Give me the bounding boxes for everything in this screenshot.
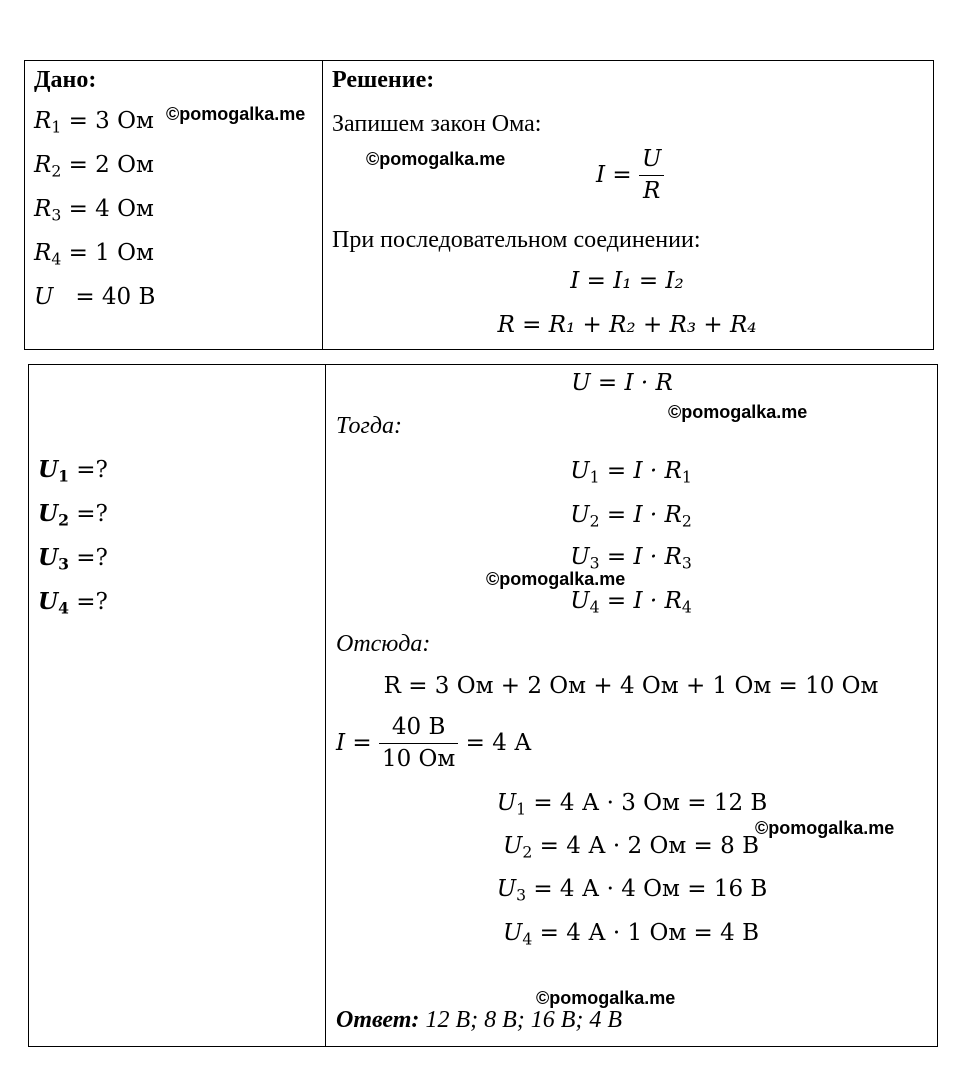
find-u3-symbol: U [38,544,59,571]
find-u2-question: =? [68,501,108,527]
u3-formula-rindex: 3 [681,553,692,573]
find-u1 [38,456,108,486]
current-numerator: 40 В [379,716,458,744]
ohm-denominator: R [643,178,661,204]
solution-table-divider [325,364,326,1047]
voltage-formula: U = I · R [571,370,673,396]
find-u3-index: 3 [58,554,69,574]
given-u-symbol: U [34,284,54,310]
ohm-intro: Запишем закон Ома: [332,111,542,137]
current-denominator: 10 Ом [381,746,456,772]
u1-formula-rhs: = I · R [599,458,682,484]
then-label: Тогда: [336,413,402,439]
watermark-4: ©pomogalka.me [486,569,626,589]
ohm-fraction [639,148,664,203]
u2-result-value: = 4 А · 2 Ом = 8 В [532,833,759,859]
current-lhs: I = [336,730,372,756]
resistance-sum: R = R₁ + R₂ + R₃ + R₄ [497,312,757,338]
given-r3-index: 3 [51,205,62,225]
solution-table [28,364,938,1047]
u4-formula-rindex: 4 [681,597,692,617]
u4-result-symbol: U [503,920,523,946]
u4-result [503,920,759,949]
u2-formula [570,502,692,531]
answer-label: Ответ: [336,1007,420,1033]
find-u4 [38,588,108,618]
u2-formula-index: 2 [589,511,600,531]
given-r1 [34,108,154,137]
u2-formula-rhs: = I · R [599,502,682,528]
current-calculation [336,716,532,771]
given-r4-value: = 1 Ом [68,240,154,266]
u1-formula-symbol: U [570,458,590,484]
u3-result [496,876,768,905]
given-r4 [34,240,154,269]
u2-result-index: 2 [522,842,533,862]
given-title: Дано: [34,67,97,93]
answer [336,1008,622,1032]
given-r3-value: = 4 Ом [68,196,154,222]
u4-formula [570,588,692,617]
u1-formula-rindex: 1 [681,467,692,487]
u4-result-index: 4 [522,929,533,949]
u1-result [496,790,768,819]
current-result: = 4 А [465,730,532,756]
find-u2 [38,500,108,530]
given-r4-symbol: R [34,240,52,266]
u4-formula-symbol: U [570,588,590,614]
find-u1-question: =? [68,457,108,483]
given-r1-symbol: R [34,108,52,134]
given-r1-value: = 3 Ом [68,108,154,134]
u2-result [503,833,759,862]
given-r3 [34,196,154,225]
hence-label: Отсюда: [336,631,431,657]
find-u1-symbol: U [38,456,59,483]
u3-formula-index: 3 [589,553,600,573]
find-u3 [38,544,108,574]
given-r2-value: = 2 Ом [68,152,154,178]
u4-result-value: = 4 А · 1 Ом = 4 В [532,920,759,946]
ohm-law-formula [596,148,664,203]
u1-formula-index: 1 [589,467,600,487]
u2-result-symbol: U [503,833,523,859]
current-equality: I = I₁ = I₂ [570,268,684,294]
find-u4-index: 4 [58,598,69,618]
given-r2 [34,152,154,181]
ohm-numerator: U [639,148,664,176]
u3-formula-symbol: U [570,544,590,570]
given-r2-index: 2 [51,161,62,181]
given-r1-index: 1 [51,117,62,137]
find-u3-question: =? [68,545,108,571]
find-u4-question: =? [68,589,108,615]
current-fraction [379,716,458,771]
given-table [24,60,934,350]
total-resistance: R = 3 Ом + 2 Ом + 4 Ом + 1 Ом = 10 Ом [383,673,879,699]
ohm-lhs: I = [596,162,632,188]
u3-formula [570,544,692,573]
series-intro: При последовательном соединении: [332,227,701,253]
u2-formula-rindex: 2 [681,511,692,531]
answer-value: 12 В; 8 В; 16 В; 4 В [419,1007,623,1033]
find-u2-index: 2 [58,510,69,530]
u3-result-index: 3 [516,885,527,905]
given-r4-index: 4 [51,249,62,269]
watermark-5: ©pomogalka.me [755,818,895,838]
u2-formula-symbol: U [570,502,590,528]
u1-result-index: 1 [516,799,527,819]
given-u [34,286,155,309]
watermark-6: ©pomogalka.me [536,988,676,1008]
given-r3-symbol: R [34,196,52,222]
u1-result-symbol: U [496,790,517,816]
u1-formula [570,458,692,487]
u4-formula-index: 4 [589,597,600,617]
watermark-1: ©pomogalka.me [166,104,306,124]
find-u1-index: 1 [58,466,69,486]
u3-formula-rhs: = I · R [599,544,682,570]
find-u2-symbol: U [38,500,59,527]
u4-formula-rhs: = I · R [599,588,682,614]
given-r2-symbol: R [34,152,52,178]
u3-result-symbol: U [496,876,517,902]
watermark-3: ©pomogalka.me [668,402,808,422]
watermark-2: ©pomogalka.me [366,149,506,169]
u1-result-value: = 4 А · 3 Ом = 12 В [526,790,768,816]
solution-title: Решение: [332,67,435,93]
given-table-divider [322,60,323,350]
find-u4-symbol: U [38,588,59,615]
given-u-value: = 40 В [53,284,156,310]
u3-result-value: = 4 А · 4 Ом = 16 В [526,876,768,902]
